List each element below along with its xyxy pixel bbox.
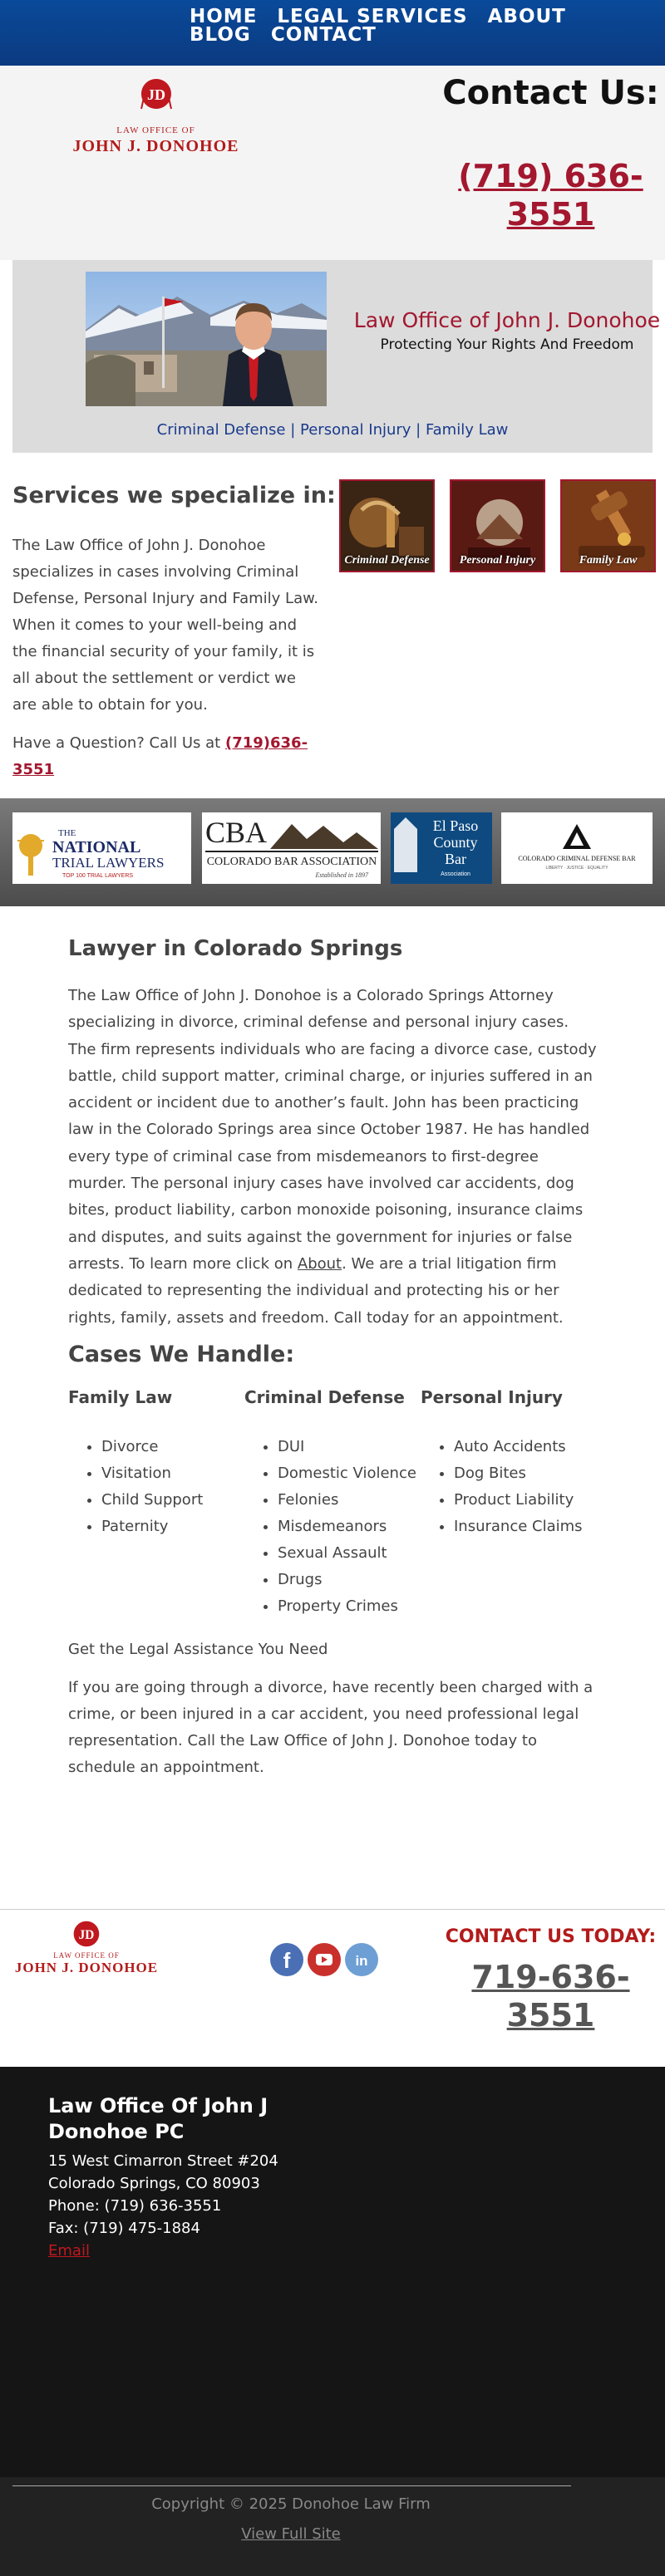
services-text: and	[195, 590, 233, 607]
article-section	[0, 936, 665, 1781]
column-title: Criminal Defense	[244, 1386, 405, 1407]
badge-colorado-bar[interactable]	[202, 812, 381, 884]
footer-email-link[interactable]: Email	[48, 2242, 90, 2260]
hero-link-personal-injury[interactable]: Personal Injury	[300, 421, 411, 439]
ntl-line1: THE	[58, 828, 76, 838]
case-list	[244, 1434, 421, 1620]
cases-column-personal-injury	[421, 1387, 597, 1620]
case-item: • Drugs	[278, 1567, 421, 1593]
monogram-text: JD	[146, 86, 165, 103]
nav-links	[190, 7, 589, 44]
footer-logo-line1: LAW OFFICE OF	[53, 1951, 120, 1960]
footer-address-line1: 15 West Cimarron Street #204	[48, 2152, 278, 2170]
services-section	[0, 453, 665, 798]
article-body	[68, 983, 597, 1332]
footer-fax: Fax: (719) 475-1884	[48, 2220, 200, 2237]
national-trial-lawyers-logo	[12, 812, 191, 884]
svg-text:in: in	[355, 1953, 368, 1969]
case-item: • Divorce	[101, 1434, 244, 1460]
hero-separator: |	[411, 421, 426, 439]
article-heading: Lawyer in Colorado Springs	[68, 936, 403, 961]
footer-contact-bar	[0, 1909, 665, 2067]
jd-monogram-icon	[71, 1920, 101, 1948]
nav-home[interactable]: HOME	[190, 6, 258, 27]
copyright-bar	[0, 2477, 665, 2576]
link-about[interactable]: About	[297, 1254, 342, 1273]
case-item: • Domestic Violence	[278, 1460, 421, 1487]
linkedin-icon[interactable]	[345, 1943, 378, 1976]
footer-divider	[12, 2485, 571, 2486]
logo-line1: LAW OFFICE OF	[116, 125, 195, 135]
services-intro	[12, 532, 324, 719]
epcba-line2: County	[433, 834, 478, 851]
epcba-line1: El Paso	[432, 817, 479, 834]
nav-contact[interactable]: CONTACT	[270, 24, 377, 46]
contact-title: Contact Us:	[442, 74, 659, 112]
epcba-line4: Association	[441, 871, 470, 877]
question-text: Have a Question? Call Us at	[12, 734, 225, 752]
youtube-glyph	[308, 1943, 341, 1976]
badge-el-paso-county-bar[interactable]	[391, 812, 492, 884]
column-title: Personal Injury	[421, 1386, 563, 1407]
el-paso-county-bar-logo	[391, 812, 492, 884]
services-phone-link[interactable]: (719)636-3551	[12, 734, 308, 778]
services-text: ,	[74, 590, 84, 607]
footer-logo-line2: JOHN J. DONOHOE	[14, 1960, 159, 1975]
ntl-line2: NATIONAL	[52, 838, 141, 856]
footer-firm-title: Law Office Of John J Donohoe PC	[48, 2094, 268, 2143]
column-title: Family Law	[68, 1386, 173, 1407]
closing-paragraph: If you are going through a divorce, have recently been charged with a crime, or been injured in a car accident, you need professional legal representation. Call the Law Office of John J. Donohoe today to schedule an appointment.	[68, 1678, 594, 1776]
case-item: • Sexual Assault	[278, 1540, 421, 1567]
services-text: The Law Office of John J. Donohoe specializes in cases involving	[12, 537, 266, 581]
nav-legal-services[interactable]: LEGAL SERVICES	[277, 6, 468, 27]
hero-separator: |	[285, 421, 301, 439]
attorney-photo	[86, 272, 327, 406]
hero-link-criminal-defense[interactable]: Criminal Defense	[156, 421, 286, 439]
colorado-criminal-defense-bar-logo	[501, 812, 653, 884]
link-family-law[interactable]: Family Law	[232, 590, 314, 607]
firm-logo[interactable]	[66, 77, 245, 210]
ccdb-tag: LIBERTY · JUSTICE · EQUALITY	[545, 866, 608, 871]
cases-heading: Cases We Handle:	[68, 1341, 295, 1367]
contact-us-today-label: CONTACT US TODAY:	[445, 1926, 657, 1947]
case-item: • Child Support	[101, 1487, 244, 1514]
facebook-glyph	[270, 1943, 303, 1976]
header-phone-link[interactable]: (719) 636-3551	[458, 158, 643, 233]
view-full-site-link[interactable]: View Full Site	[241, 2525, 341, 2543]
logo-line2: JOHN J. DONOHOE	[72, 137, 239, 155]
site-footer	[0, 2067, 665, 2477]
copyright-text: Copyright © 2025 Donohoe Law Firm	[151, 2495, 431, 2513]
case-item: • Product Liability	[454, 1487, 597, 1514]
header	[0, 66, 665, 260]
hero-practice-areas	[12, 421, 653, 439]
nav-blog[interactable]: BLOG	[190, 24, 251, 46]
jd-monogram-svg	[139, 77, 174, 110]
cases-column-family-law	[68, 1387, 244, 1620]
cases-columns	[68, 1387, 597, 1620]
cba-name: COLORADO BAR ASSOCIATION	[206, 856, 377, 868]
legal-assistance-heading: Get the Legal Assistance You Need	[68, 1640, 328, 1658]
case-item: • DUI	[278, 1434, 421, 1460]
badge-national-trial-lawyers[interactable]	[12, 812, 191, 884]
colorado-bar-logo	[202, 812, 381, 884]
epcba-line3: Bar	[445, 851, 466, 867]
affiliations-strip	[0, 798, 665, 906]
footer-address-line2: Colorado Springs, CO 80903	[48, 2175, 260, 2192]
tile-caption: Criminal Defense	[344, 554, 430, 567]
article-text: . We are a trial litigation firm dedicated to representing the individual and protecting his or her rights, family, assets and freedom. Call today for an appointment.	[68, 1254, 564, 1327]
top-navigation	[0, 0, 665, 66]
cba-est: Established in 1897	[315, 871, 368, 879]
tile-caption: Personal Injury	[459, 554, 536, 567]
hero-firm-name: Law Office of John J. Donohoe	[353, 308, 661, 332]
link-personal-injury[interactable]: Personal Injury	[83, 590, 195, 607]
youtube-icon[interactable]	[308, 1943, 341, 1976]
case-item: • Visitation	[101, 1460, 244, 1487]
tile-caption: Family Law	[579, 554, 638, 567]
badge-colorado-criminal-defense-bar[interactable]	[501, 812, 653, 884]
case-item: • Misdemeanors	[278, 1514, 421, 1540]
case-item: • Felonies	[278, 1487, 421, 1514]
monogram-text: JD	[78, 1927, 95, 1942]
cba-abbr: CBA	[205, 816, 268, 849]
linkedin-glyph	[345, 1943, 378, 1976]
case-item: • Auto Accidents	[454, 1434, 597, 1460]
hero-link-family-law[interactable]: Family Law	[425, 421, 509, 439]
ntl-line4: TOP 100 TRIAL LAWYERS	[62, 873, 134, 879]
tile-personal-injury[interactable]	[450, 479, 545, 572]
jd-monogram-icon	[139, 77, 174, 110]
case-item: • Property Crimes	[278, 1593, 421, 1620]
case-item: • Paternity	[101, 1514, 244, 1540]
case-item: • Dog Bites	[454, 1460, 597, 1487]
svg-text:f: f	[283, 1948, 291, 1973]
footer-phone: Phone: (719) 636-3551	[48, 2197, 222, 2215]
services-question	[12, 730, 324, 783]
footer-logo[interactable]	[12, 1920, 160, 1976]
footer-phone-link[interactable]: 719-636-3551	[471, 1959, 630, 2034]
ntl-line3: TRIAL LAWYERS	[52, 855, 165, 871]
case-list	[68, 1434, 244, 1540]
article-text: The Law Office of John J. Donohoe is a Colorado Springs Attorney specializing in divorce, criminal defense and personal injury cases. The firm represents individuals who are facing a divorce case, custody battle, child support matter, criminal charge, or injuries suffered in an accident or incident due to another’s fault. John has been practicing law in the Colorado Springs area since October 1987. He has handled every type of criminal case from misdemeanors to first-degree murder. The personal injury cases have involved car accidents, dog bites, product liability, carbon monoxide poisoning, insurance claims and disputes, and suits against the government for injuries or false arrests. To learn more click on	[68, 987, 597, 1273]
hero-banner	[12, 260, 661, 453]
tile-family-law[interactable]	[560, 479, 656, 572]
services-heading: Services we specialize in:	[12, 483, 336, 508]
case-item: • Insurance Claims	[454, 1514, 597, 1540]
case-list	[421, 1434, 597, 1540]
facebook-icon[interactable]	[270, 1943, 303, 1976]
attorney-photo-svg	[86, 272, 327, 406]
link-criminal-defense[interactable]: Criminal Defense	[12, 563, 299, 607]
tile-criminal-defense[interactable]	[339, 479, 435, 572]
cases-column-criminal-defense	[244, 1387, 421, 1620]
nav-about[interactable]: ABOUT	[487, 6, 566, 27]
hero-tagline: Protecting Your Rights And Freedom	[380, 336, 634, 353]
services-text: . When it comes to your well-being and the financial security of your family, it is all about the settlement or verdict we are able to obtain for you.	[12, 590, 318, 714]
ccdb-name: COLORADO CRIMINAL DEFENSE BAR	[518, 855, 636, 862]
